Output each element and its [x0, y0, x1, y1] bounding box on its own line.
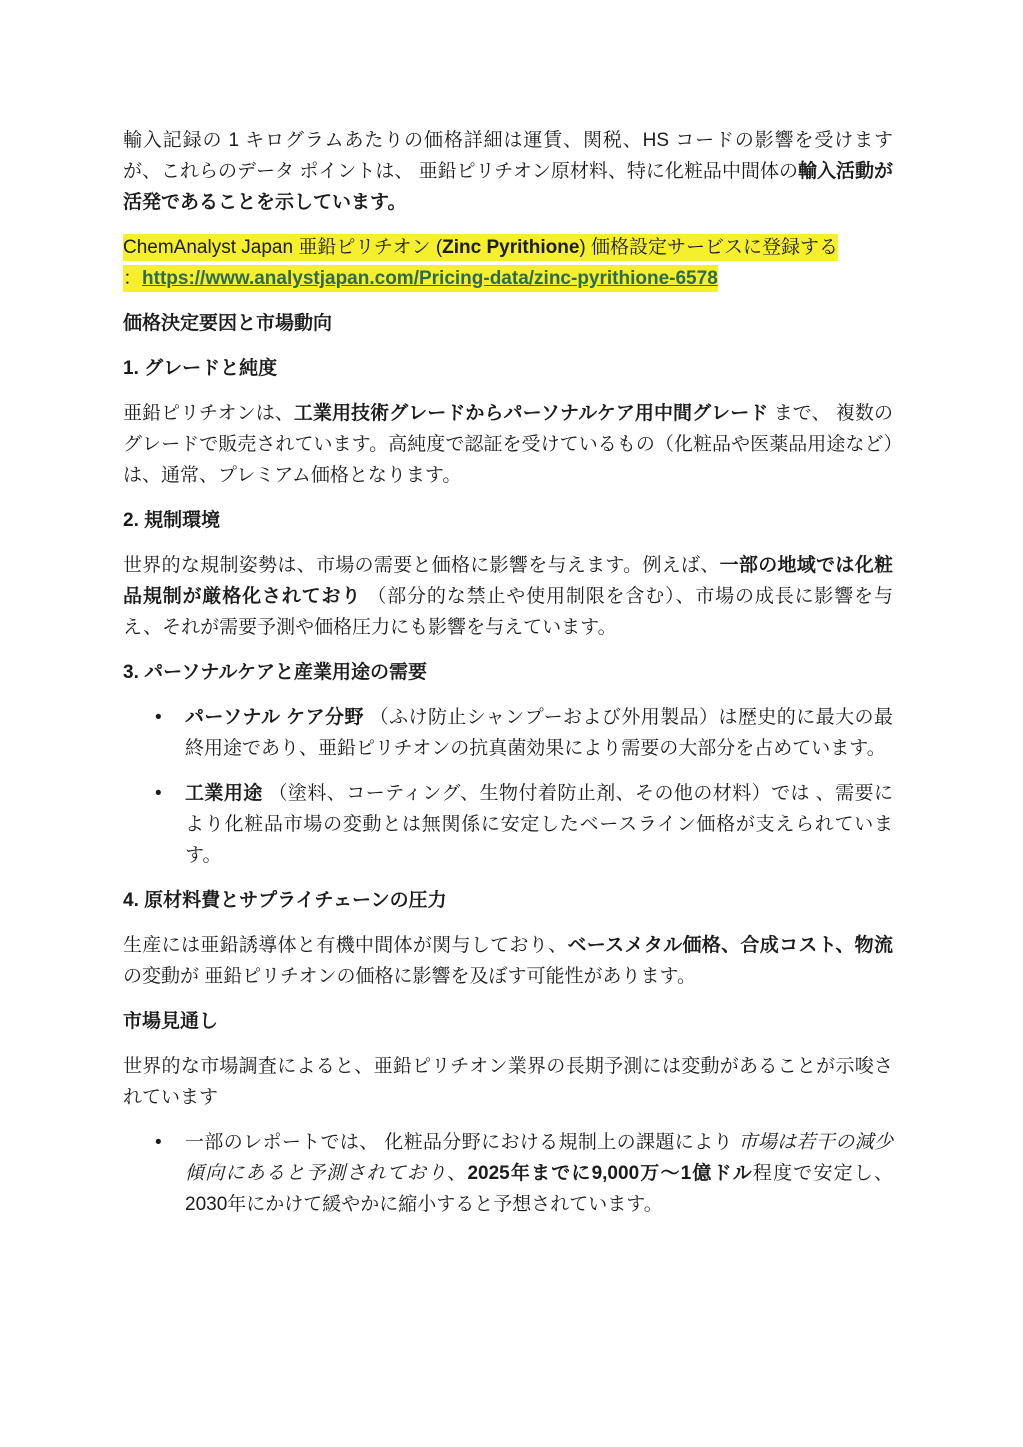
bullet-text [185, 783, 893, 866]
heading-market-outlook [123, 1006, 893, 1037]
text-segment: 輸入活動が活発であることを示しています。 [123, 161, 893, 213]
heading-demand [123, 657, 893, 688]
text-segment: ChemAnalyst Japan 亜鉛ピリチオン ( [123, 234, 442, 261]
text-segment: 市場は若干の減少傾向にあると予測されており [185, 1132, 893, 1184]
text-segment: の変動が 亜鉛ピリチオンの価格に影響を及ぼす可能性があります。 [123, 966, 697, 987]
heading-raw-materials [123, 885, 893, 916]
text-segment: 程度で安定し、2030年にかけて緩やかに縮小すると予想されています。 [185, 1163, 893, 1215]
text-segment: 価格決定要因と市場動向 [123, 313, 333, 334]
bullet-marker-icon: • [155, 783, 162, 804]
text-segment: 世界的な規制姿勢は、市場の需要と価格に影響を与えます。例えば、 [123, 555, 720, 576]
text-segment: 市場見通し [123, 1011, 219, 1032]
pricing-service-link[interactable]: https://www.analystjapan.com/Pricing-data/zinc-pyrithione-6578 [142, 265, 718, 292]
text-segment: （部分的な禁止や使用制限を含む）、市場の成長に影響を与え、それが需要予測や価格圧力にも影響を与えています。 [123, 586, 893, 638]
text-segment: （ふけ防止シャンプーおよび外用製品）は歴史的に最大の最終用途であり、亜鉛ピリチオンの抗真菌効果により需要の大部分を占めています。 [185, 707, 893, 759]
text-segment: 一部のレポートでは、 化粧品分野における規制上の課題により [185, 1132, 739, 1153]
text-segment: 亜鉛ピリチオンは、 [123, 403, 294, 424]
heading-regulatory [123, 505, 893, 536]
text-segment: 1. グレードと純度 [123, 358, 278, 379]
bullet-market-forecast [123, 1127, 893, 1220]
text-segment: 一部の地域では化粧品規制が厳格化されており [123, 555, 893, 607]
pricing-signup-highlight [123, 232, 893, 294]
paragraph-grade-purity [123, 398, 893, 491]
text-segment: 4. 原材料費とサプライチェーンの圧力 [123, 890, 447, 911]
text-segment: ベースメタル価格、合成コスト、物流 [567, 935, 893, 956]
bullet-personal-care [123, 702, 893, 764]
text-segment: 2. 規制環境 [123, 510, 221, 531]
text-segment: Zinc Pyrithione [442, 234, 579, 261]
document-content [123, 125, 893, 1220]
bullet-industrial [123, 778, 893, 871]
text-segment: 工業用技術グレードからパーソナルケア用中間グレード [293, 403, 769, 424]
text-segment: 工業用途 [185, 783, 263, 804]
text-segment: （塗料、コーティング、生物付着防止剤、その他の材料）では 、需要により化粧品市場の変動とは無関係に安定したベースライン価格が支えられています。 [185, 783, 893, 866]
text-segment: パーソナル ケア分野 [185, 707, 364, 728]
text-segment: 2025年までに9,000万～1億ドル [467, 1163, 753, 1184]
bullet-text [185, 1132, 893, 1215]
text-segment: 生産には亜鉛誘導体と有機中間体が関与しており、 [123, 935, 568, 956]
bullet-marker-icon: • [155, 707, 162, 728]
bullet-marker-icon: • [155, 1132, 162, 1153]
paragraph-regulatory [123, 550, 893, 643]
text-segment: ： [123, 265, 142, 292]
heading-price-factors [123, 308, 893, 339]
paragraph-raw-materials [123, 930, 893, 992]
text-segment: 3. パーソナルケアと産業用途の需要 [123, 662, 428, 683]
text-segment: 、 [447, 1163, 468, 1184]
bullet-text [185, 707, 893, 759]
paragraph-market-outlook [123, 1051, 893, 1113]
text-segment: 世界的な市場調査によると、亜鉛ピリチオン業界の長期予測には変動があることが示唆されています [123, 1056, 893, 1108]
text-segment: 輸入記録の 1 キログラムあたりの価格詳細は運賃、関税、HS コードの影響を受けますが、これらのデータ ポイントは、 亜鉛ピリチオン原材料、特に化粧品中間体の [123, 130, 893, 182]
heading-grade-purity [123, 353, 893, 384]
text-segment: ) 価格設定サービスに登録する [579, 234, 838, 261]
intro-paragraph [123, 125, 893, 218]
text-segment: まで、 複数のグレードで販売されています。高純度で認証を受けているもの（化粧品や医薬品用途など）は、通常、プレミアム価格となります。 [123, 403, 893, 486]
